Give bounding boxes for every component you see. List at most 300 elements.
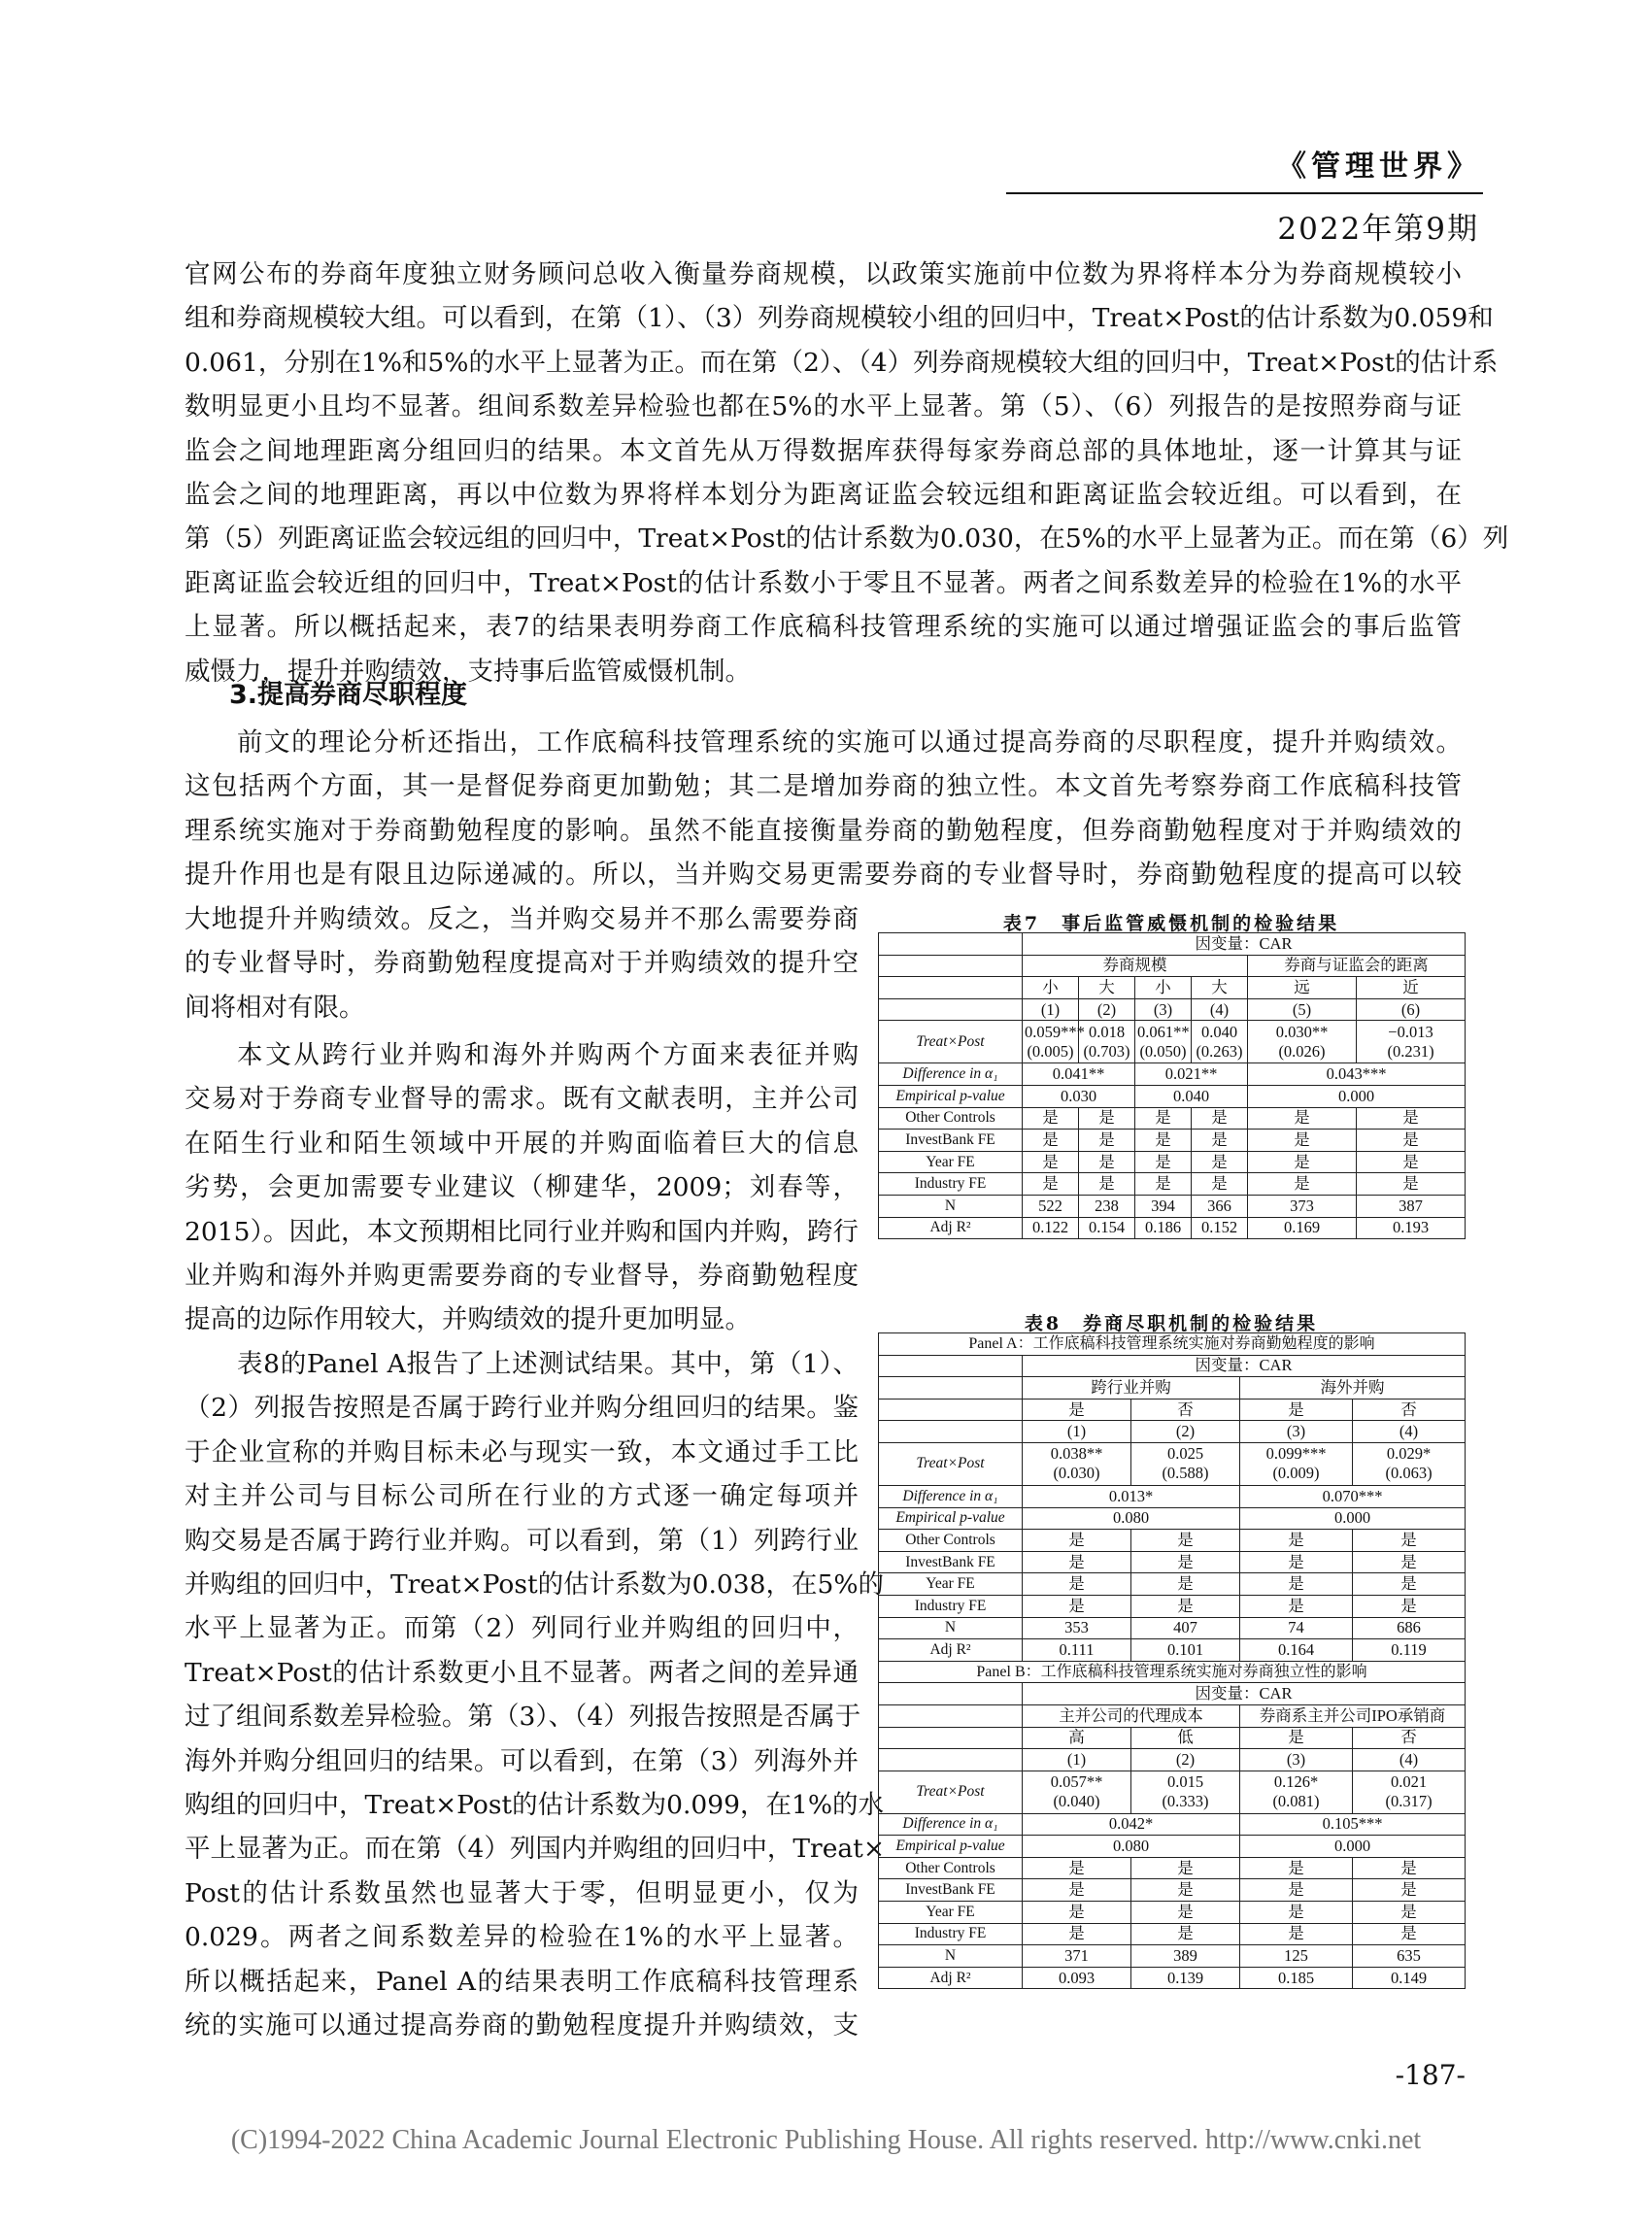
- para3-line: 劣势，会更加需要专业建议（柳建华，2009；刘春等，: [185, 1172, 859, 1203]
- table-cell: 是: [1131, 1879, 1240, 1902]
- table-cell: 0.070***: [1240, 1485, 1466, 1507]
- table-cell: 是: [1023, 1107, 1079, 1130]
- table-row: [879, 1130, 1466, 1152]
- table-cell: 0.119: [1353, 1639, 1466, 1662]
- table-row: [879, 1063, 1466, 1086]
- row-label: Industry FE: [879, 1595, 1023, 1617]
- table-row: [879, 1857, 1466, 1879]
- column-number: (4): [1353, 1421, 1466, 1443]
- section-heading: 3.提高券商尽职程度: [229, 680, 468, 710]
- para2-line: 前文的理论分析还指出，工作底稿科技管理系统的实施可以通过提高券商的尽职程度，提升并购绩效。: [237, 727, 1462, 758]
- table-cell: 387: [1357, 1195, 1466, 1217]
- column-number: (1): [1023, 998, 1079, 1021]
- row-label: InvestBank FE: [879, 1551, 1023, 1573]
- table-row: [879, 1333, 1466, 1356]
- column-number: (3): [1135, 998, 1192, 1021]
- column-number: (3): [1240, 1421, 1353, 1443]
- para4-line: 并购组的回归中，Treat×Post的估计系数为0.038，在5%的: [185, 1569, 885, 1601]
- table-cell: 407: [1131, 1617, 1240, 1639]
- table-cell: 是: [1353, 1879, 1466, 1902]
- table-cell: 0.169: [1248, 1217, 1357, 1239]
- table-cell: 是: [1023, 1530, 1131, 1552]
- row-label: Year FE: [879, 1573, 1023, 1596]
- paragraph-cross-industry: [185, 1033, 859, 1342]
- sub-header: 高: [1023, 1727, 1131, 1749]
- table-cell: [879, 977, 1023, 999]
- table-row: [879, 1683, 1466, 1705]
- para4-line: （2）列报告按照是否属于跨行业并购分组回归的结果。鉴: [185, 1393, 859, 1424]
- table-row: [879, 1727, 1466, 1749]
- para1-line: 威慑力，提升并购绩效，支持事后监管威慑机制。: [185, 656, 751, 687]
- table-row: [879, 1945, 1466, 1968]
- table-cell: 635: [1353, 1945, 1466, 1968]
- table-cell: 是: [1023, 1130, 1079, 1152]
- para4-line: 统的实施可以通过提高券商的勤勉程度提升并购绩效，支: [185, 2010, 859, 2041]
- group-header: 券商规模: [1023, 955, 1248, 977]
- table-cell: 238: [1079, 1195, 1135, 1217]
- table-row: [879, 1661, 1466, 1683]
- row-label: Empirical p-value: [879, 1507, 1023, 1530]
- table-cell: 是: [1131, 1857, 1240, 1879]
- sub-header: 否: [1353, 1399, 1466, 1421]
- column-number: (4): [1192, 998, 1248, 1021]
- para1-line: 距离证监会较近组的回归中，Treat×Post的估计系数小于零且不显著。两者之间系数差异的检验在1%的水平: [185, 567, 1462, 598]
- table-cell: 371: [1023, 1945, 1131, 1968]
- para3-line: 交易对于券商专业督导的需求。既有文献表明，主并公司: [185, 1084, 859, 1115]
- table-cell: 是: [1131, 1902, 1240, 1924]
- row-label: InvestBank FE: [879, 1130, 1023, 1152]
- para2-line: 提升作用也是有限且边际递减的。所以，当并购交易更需要券商的专业督导时，券商勤勉程度的提高可以较: [185, 860, 1462, 891]
- para1-line: 组和券商规模较大组。可以看到，在第（1）、（3）列券商规模较小组的回归中，Treat×Post的估计系数为0.059和: [185, 303, 1494, 334]
- dependent-var-header: 因变量：CAR: [1023, 933, 1466, 956]
- table-cell: 353: [1023, 1617, 1131, 1639]
- column-number: (1): [1023, 1421, 1131, 1443]
- para4-line: 平上显著为正。而在第（4）列国内并购组的回归中，Treat×: [185, 1834, 886, 1865]
- table-cell: 是: [1192, 1151, 1248, 1173]
- column-number: (1): [1023, 1749, 1131, 1771]
- table-cell: 0.000: [1240, 1507, 1466, 1530]
- group-header: 跨行业并购: [1023, 1377, 1240, 1400]
- coefficient: 0.057**: [1050, 1772, 1103, 1792]
- table-row: [879, 977, 1466, 999]
- table-cell: 是: [1248, 1151, 1357, 1173]
- table-cell: 389: [1131, 1945, 1240, 1968]
- table-cell: 0.111: [1023, 1639, 1131, 1662]
- table-row: [879, 1377, 1466, 1400]
- table-cell: 是: [1240, 1902, 1353, 1924]
- table-cell: 366: [1192, 1195, 1248, 1217]
- table-cell: 0.101: [1131, 1639, 1240, 1662]
- table7: [878, 932, 1466, 1239]
- dependent-var-header: 因变量：CAR: [1023, 1683, 1466, 1705]
- coefficient: 0.040: [1200, 1022, 1238, 1041]
- table-cell: 0.105***: [1240, 1813, 1466, 1836]
- row-label: Treat×Post: [879, 1771, 1023, 1813]
- row-label: Other Controls: [879, 1857, 1023, 1879]
- table-cell: 是: [1079, 1130, 1135, 1152]
- group-header: 券商与证监会的距离: [1248, 955, 1466, 977]
- coef-cell: [1023, 1442, 1131, 1485]
- table-cell: 是: [1135, 1107, 1192, 1130]
- para1-line: 上显著。所以概括起来，表7的结果表明券商工作底稿科技管理系统的实施可以通过增强证监会的事后监管: [185, 612, 1462, 643]
- table-row: [879, 998, 1466, 1021]
- row-label: Other Controls: [879, 1107, 1023, 1130]
- table-cell: 是: [1240, 1879, 1353, 1902]
- table-row: [879, 1704, 1466, 1727]
- para4-line: 购组的回归中，Treat×Post的估计系数为0.099，在1%的水: [185, 1790, 885, 1821]
- table-row: [879, 1617, 1466, 1639]
- table-cell: 是: [1131, 1530, 1240, 1552]
- para1-line: 官网公布的券商年度独立财务顾问总收入衡量券商规模，以政策实施前中位数为界将样本分为券商规模较小: [185, 259, 1462, 289]
- para4-line: Post的估计系数虽然也显著大于零，但明显更小，仅为: [185, 1877, 859, 1908]
- table-row: [879, 1485, 1466, 1507]
- p-value: (0.317): [1385, 1792, 1433, 1811]
- coef-cell: [1131, 1771, 1240, 1813]
- coefficient: 0.021: [1390, 1772, 1428, 1792]
- table-row: [879, 1573, 1466, 1596]
- table-row: [879, 1595, 1466, 1617]
- coefficient: 0.015: [1166, 1772, 1204, 1792]
- table-cell: 0.154: [1079, 1217, 1135, 1239]
- sub-header: 否: [1353, 1727, 1466, 1749]
- coef-cell: [1023, 1021, 1085, 1063]
- table-row: [879, 1967, 1466, 1989]
- table-cell: 522: [1023, 1195, 1079, 1217]
- table-cell: [879, 1421, 1023, 1443]
- p-value: (0.009): [1272, 1464, 1320, 1483]
- coef-cell: [1357, 1021, 1466, 1063]
- table-cell: 是: [1357, 1130, 1466, 1152]
- table-cell: 是: [1023, 1923, 1131, 1945]
- column-number: (2): [1079, 998, 1135, 1021]
- para3-line: 在陌生行业和陌生领域中开展的并购面临着巨大的信息: [185, 1128, 859, 1159]
- para1-line: 数明显更小且均不显著。组间系数差异检验也都在5%的水平上显著。第（5）、（6）列报告的是按照券商与证: [185, 391, 1462, 422]
- table-row: [879, 1217, 1466, 1239]
- table-row: [879, 1813, 1466, 1836]
- p-value: (0.040): [1053, 1792, 1100, 1811]
- para4-line: 表8的Panel A报告了上述测试结果。其中，第（1）、: [237, 1349, 859, 1379]
- column-number: (2): [1131, 1421, 1240, 1443]
- coef-cell: [1023, 1771, 1131, 1813]
- p-value: (0.231): [1387, 1041, 1434, 1061]
- table-cell: [879, 1704, 1023, 1727]
- sub-header: 大: [1192, 977, 1248, 999]
- journal-title: 《管理世界》: [1277, 150, 1481, 184]
- table-row: [879, 1749, 1466, 1771]
- dependent-var-header: 因变量：CAR: [1023, 1355, 1466, 1377]
- table-cell: 是: [1240, 1923, 1353, 1945]
- para1-line: 0.061，分别在1%和5%的水平上显著为正。而在第（2）、（4）列券商规模较大组的回归中，Treat×Post的估计系: [185, 347, 1499, 378]
- table-cell: 是: [1240, 1530, 1353, 1552]
- row-label: Adj R²: [879, 1639, 1023, 1662]
- table-cell: [879, 933, 1023, 956]
- table-cell: 是: [1240, 1573, 1353, 1596]
- p-value: (0.050): [1139, 1041, 1187, 1061]
- group-header: 券商系主并公司IPO承销商: [1240, 1704, 1466, 1727]
- table8-caption: 表8 券商尽职机制的检验结果: [1024, 1313, 1319, 1334]
- paragraph-diligence-intro-cont: [185, 897, 859, 1029]
- table-cell: 是: [1079, 1151, 1135, 1173]
- sub-header: 小: [1135, 977, 1192, 999]
- table-cell: 0.043***: [1248, 1063, 1466, 1086]
- table-cell: 0.093: [1023, 1967, 1131, 1989]
- table-cell: 是: [1353, 1530, 1466, 1552]
- table-cell: 是: [1135, 1151, 1192, 1173]
- table-cell: 是: [1079, 1107, 1135, 1130]
- row-label: Industry FE: [879, 1173, 1023, 1196]
- coef-cell: [1192, 1021, 1248, 1063]
- para1-line: 监会之间地理距离分组回归的结果。本文首先从万得数据库获得每家券商总部的具体地址，逐一计算其与证: [185, 435, 1462, 466]
- table-cell: 0.000: [1240, 1836, 1466, 1858]
- table-row: [879, 1771, 1466, 1813]
- table-cell: 是: [1240, 1551, 1353, 1573]
- p-value: (0.588): [1162, 1464, 1209, 1483]
- row-label: Difference in α₁: [879, 1813, 1023, 1836]
- table-row: [879, 1355, 1466, 1377]
- row-label: Adj R²: [879, 1967, 1023, 1989]
- table-row: [879, 1879, 1466, 1902]
- table-cell: 0.041**: [1023, 1063, 1135, 1086]
- panel-title: Panel A：工作底稿科技管理系统实施对券商勤勉程度的影响: [879, 1333, 1466, 1356]
- table-row: [879, 1530, 1466, 1552]
- table-cell: 是: [1353, 1902, 1466, 1924]
- para4-line: 0.029。两者之间系数差异的检验在1%的水平上显著。: [185, 1922, 859, 1953]
- p-value: (0.703): [1083, 1041, 1130, 1061]
- coefficient: 0.038**: [1050, 1444, 1103, 1464]
- table-row: [879, 1836, 1466, 1858]
- para4-line: 于企业宣称的并购目标未必与现实一致，本文通过手工比: [185, 1436, 859, 1467]
- para3-line: 本文从跨行业并购和海外并购两个方面来表征并购: [237, 1040, 859, 1070]
- table-cell: 是: [1023, 1551, 1131, 1573]
- para1-line: 监会之间的地理距离，再以中位数为界将样本划分为距离证监会较远组和距离证监会较近组。可以看到，在: [185, 480, 1462, 511]
- row-label: N: [879, 1195, 1023, 1217]
- p-value: (0.263): [1196, 1041, 1243, 1061]
- para3-line: 提高的边际作用较大，并购绩效的提升更加明显。: [185, 1304, 751, 1335]
- table-cell: 是: [1192, 1107, 1248, 1130]
- p-value: (0.026): [1278, 1041, 1326, 1061]
- coef-cell: [1135, 1021, 1192, 1063]
- row-label: Year FE: [879, 1902, 1023, 1924]
- table-cell: 394: [1135, 1195, 1192, 1217]
- coef-cell: [1240, 1442, 1353, 1485]
- table-cell: 0.139: [1131, 1967, 1240, 1989]
- table-cell: 是: [1131, 1595, 1240, 1617]
- group-header: 主并公司的代理成本: [1023, 1704, 1240, 1727]
- table-cell: 是: [1023, 1151, 1079, 1173]
- row-label: Other Controls: [879, 1530, 1023, 1552]
- sub-header: 近: [1357, 977, 1466, 999]
- coef-cell: [1353, 1771, 1466, 1813]
- table-cell: 是: [1192, 1130, 1248, 1152]
- row-label: Year FE: [879, 1151, 1023, 1173]
- para2-left-line: 大地提升并购绩效。反之，当并购交易并不那么需要券商: [185, 904, 859, 934]
- table-cell: 0.013*: [1023, 1485, 1240, 1507]
- table-cell: 0.080: [1023, 1836, 1240, 1858]
- p-value: (0.005): [1027, 1041, 1074, 1061]
- table-cell: 是: [1240, 1857, 1353, 1879]
- table-cell: 是: [1353, 1573, 1466, 1596]
- sub-header: 否: [1131, 1399, 1240, 1421]
- table-cell: 是: [1357, 1173, 1466, 1196]
- table-cell: 0.000: [1248, 1085, 1466, 1107]
- coef-cell: [1248, 1021, 1357, 1063]
- table-cell: 0.149: [1353, 1967, 1466, 1989]
- table-cell: 是: [1353, 1551, 1466, 1573]
- para3-line: 2015）。因此，本文预期相比同行业并购和国内并购，跨行: [185, 1216, 859, 1247]
- table-cell: 0.042*: [1023, 1813, 1240, 1836]
- row-label: N: [879, 1945, 1023, 1968]
- table-cell: 是: [1248, 1130, 1357, 1152]
- table-row: [879, 1421, 1466, 1443]
- table-row: [879, 1399, 1466, 1421]
- table-cell: 373: [1248, 1195, 1357, 1217]
- issue-label: 2022年第9期: [1277, 212, 1479, 247]
- p-value: (0.030): [1053, 1464, 1100, 1483]
- coef-cell: [1131, 1442, 1240, 1485]
- paragraph-diligence-intro: [185, 721, 1462, 897]
- table-cell: 是: [1357, 1107, 1466, 1130]
- table-cell: 是: [1023, 1857, 1131, 1879]
- table-cell: 0.021**: [1135, 1063, 1248, 1086]
- table-cell: 是: [1131, 1573, 1240, 1596]
- panel-title: Panel B：工作底稿科技管理系统实施对券商独立性的影响: [879, 1661, 1466, 1683]
- sub-header: 是: [1023, 1399, 1131, 1421]
- coefficient: 0.059***: [1025, 1022, 1085, 1041]
- table-cell: [879, 998, 1023, 1021]
- table8: [878, 1332, 1466, 1989]
- table-row: [879, 1107, 1466, 1130]
- para4-line: Treat×Post的估计系数更小且不显著。两者之间的差异通: [185, 1657, 859, 1688]
- table-cell: 是: [1240, 1595, 1353, 1617]
- coefficient: 0.030**: [1275, 1022, 1329, 1041]
- table-cell: 0.164: [1240, 1639, 1353, 1662]
- row-label: Empirical p-value: [879, 1836, 1023, 1858]
- sub-header: 低: [1131, 1727, 1240, 1749]
- table-cell: [879, 1355, 1023, 1377]
- para3-line: 业并购和海外并购更需要券商的专业督导，券商勤勉程度: [185, 1261, 859, 1292]
- table-cell: 是: [1131, 1551, 1240, 1573]
- p-value: (0.081): [1272, 1792, 1320, 1811]
- table-cell: 0.152: [1192, 1217, 1248, 1239]
- sub-header: 小: [1023, 977, 1079, 999]
- column-number: (6): [1357, 998, 1466, 1021]
- para4-line: 水平上显著为正。而第（2）列同行业并购组的回归中，: [185, 1613, 859, 1644]
- table-row: [879, 1085, 1466, 1107]
- p-value: (0.333): [1162, 1792, 1209, 1811]
- para2-left-line: 间将相对有限。: [185, 992, 365, 1023]
- column-number: (5): [1248, 998, 1357, 1021]
- table-cell: 0.030: [1023, 1085, 1135, 1107]
- table-cell: 是: [1135, 1173, 1192, 1196]
- table-cell: [879, 1399, 1023, 1421]
- table-row: [879, 1902, 1466, 1924]
- row-label: N: [879, 1617, 1023, 1639]
- para4-line: 购交易是否属于跨行业并购。可以看到，第（1）列跨行业: [185, 1525, 859, 1556]
- table-row: [879, 1923, 1466, 1945]
- para2-left-line: 的专业督导时，券商勤勉程度提高对于并购绩效的提升空: [185, 948, 859, 979]
- coef-cell: [1240, 1771, 1353, 1813]
- table7-caption: 表7 事后监管威慑机制的检验结果: [1002, 913, 1340, 934]
- coefficient: 0.061**: [1137, 1022, 1190, 1041]
- table-row: [879, 1195, 1466, 1217]
- row-label: Treat×Post: [879, 1021, 1023, 1063]
- row-label: Treat×Post: [879, 1442, 1023, 1485]
- table-cell: 0.193: [1357, 1217, 1466, 1239]
- table-cell: 是: [1023, 1173, 1079, 1196]
- table-cell: 0.186: [1135, 1217, 1192, 1239]
- table-cell: 是: [1023, 1573, 1131, 1596]
- table-cell: [879, 1683, 1023, 1705]
- table-cell: 是: [1023, 1879, 1131, 1902]
- table-row: [879, 1021, 1466, 1063]
- table-cell: 是: [1131, 1923, 1240, 1945]
- column-number: (2): [1131, 1749, 1240, 1771]
- table-row: [879, 1551, 1466, 1573]
- sub-header: 远: [1248, 977, 1357, 999]
- column-number: (3): [1240, 1749, 1353, 1771]
- table-cell: 是: [1079, 1173, 1135, 1196]
- table-cell: 是: [1192, 1173, 1248, 1196]
- coefficient: −0.013: [1388, 1022, 1433, 1041]
- table-cell: 686: [1353, 1617, 1466, 1639]
- table-cell: 74: [1240, 1617, 1353, 1639]
- table-row: [879, 1507, 1466, 1530]
- para4-line: 所以概括起来，Panel A的结果表明工作底稿科技管理系: [185, 1966, 859, 1997]
- coefficient: 0.099***: [1265, 1444, 1327, 1464]
- row-label: Adj R²: [879, 1217, 1023, 1239]
- column-number: (4): [1353, 1749, 1466, 1771]
- table-cell: 125: [1240, 1945, 1353, 1968]
- row-label: Industry FE: [879, 1923, 1023, 1945]
- para4-line: 海外并购分组回归的结果。可以看到，在第（3）列海外并: [185, 1745, 859, 1776]
- table-cell: [879, 1749, 1023, 1771]
- table-cell: 0.122: [1023, 1217, 1079, 1239]
- coefficient: 0.025: [1166, 1444, 1204, 1464]
- table-cell: 是: [1135, 1130, 1192, 1152]
- header-rule: [1006, 192, 1483, 194]
- sub-header: 是: [1240, 1399, 1353, 1421]
- para2-line: 这包括两个方面，其一是督促券商更加勤勉；其二是增加券商的独立性。本文首先考察券商工作底稿科技管: [185, 771, 1462, 802]
- table-row: [879, 1442, 1466, 1485]
- sub-header: 是: [1240, 1727, 1353, 1749]
- para4-line: 对主并公司与目标公司所在行业的方式逐一确定每项并: [185, 1481, 859, 1512]
- table-cell: 是: [1353, 1595, 1466, 1617]
- table-cell: 是: [1248, 1107, 1357, 1130]
- coefficient: 0.126*: [1273, 1772, 1319, 1792]
- para1-line: 第（5）列距离证监会较远组的回归中，Treat×Post的估计系数为0.030，在5%的水平上显著为正。而在第（6）列: [185, 523, 1509, 555]
- paragraph-panel-a-results: [185, 1342, 886, 2048]
- table-cell: 是: [1023, 1595, 1131, 1617]
- table-cell: 0.080: [1023, 1507, 1240, 1530]
- copyright-footer: (C)1994-2022 China Academic Journal Electronic Publishing House. All rights reserved. http://www.cnki.net: [230, 2125, 1422, 2155]
- table-cell: 是: [1248, 1173, 1357, 1196]
- table-cell: 是: [1357, 1151, 1466, 1173]
- coefficient: 0.018: [1088, 1022, 1126, 1041]
- p-value: (0.063): [1385, 1464, 1433, 1483]
- sub-header: 大: [1079, 977, 1135, 999]
- table-row: [879, 1151, 1466, 1173]
- coefficient: 0.029*: [1386, 1444, 1432, 1464]
- para4-line: 过了组间系数差异检验。第（3）、（4）列报告按照是否属于: [185, 1702, 861, 1733]
- table-row: [879, 955, 1466, 977]
- para2-line: 理系统实施对于券商勤勉程度的影响。虽然不能直接衡量券商的勤勉程度，但券商勤勉程度对于并购绩效的: [185, 815, 1462, 846]
- table-row: [879, 933, 1466, 956]
- row-label: InvestBank FE: [879, 1879, 1023, 1902]
- group-header: 海外并购: [1240, 1377, 1466, 1400]
- table-cell: 是: [1023, 1902, 1131, 1924]
- coef-cell: [1353, 1442, 1466, 1485]
- table-cell: [879, 1377, 1023, 1400]
